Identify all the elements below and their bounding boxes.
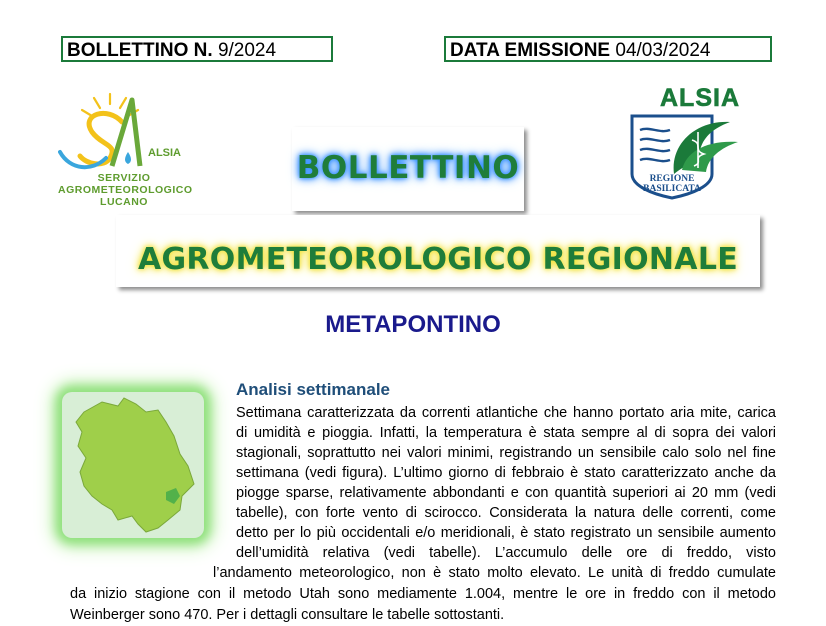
analysis-line: Weinberger sono 470. Per i dettagli consultare le tabelle sottostanti. (70, 607, 505, 623)
basilicata-map-icon (62, 392, 204, 538)
alsia-caption-line: BASILICATA (643, 184, 701, 194)
analysis-line: stagionali, soprattutto nei valori minimi, registrando un sensibile calo solo nel fine (236, 445, 776, 461)
title-line2: AGROMETEOROLOGICO REGIONALE (137, 242, 739, 277)
servizio-wordmark: ALSIA (148, 147, 181, 159)
logo-caption-line: LUCANO (100, 196, 148, 208)
date-label: DATA EMISSIONE (450, 40, 611, 61)
date-value: 04/03/2024 (615, 40, 711, 61)
alsia-caption-line: REGIONE (649, 174, 695, 184)
analysis-line: l’andamento meteorologico, non è stato molto elevato. Le unità di freddo cumulate (213, 565, 776, 581)
analysis-line: piogge sparse, relativamente abbondanti e con quantità superiori ai 20 mm (vedi (236, 485, 776, 501)
region-map (62, 392, 204, 538)
logo-caption-line: SERVIZIO (97, 172, 151, 184)
sun-drop-logo-icon (58, 92, 188, 172)
analysis-line: detto per lo più occidentali e/o meridionali, è stato registrato un sensibile aumento (236, 525, 776, 541)
alsia-logo (626, 82, 746, 200)
analysis-line: da inizio stagione con il metodo Utah sono mediamente 1.004, mentre le ore in freddo con il metodo (70, 586, 776, 602)
analysis-line: tabelle), con forte vento di scirocco. Considerata la natura delle correnti, come (236, 505, 776, 521)
title-line1: BOLLETTINO (296, 150, 520, 186)
logo-caption-line: AGROMETEOROLOGICO (58, 184, 193, 196)
alsia-wordmark: ALSIA (660, 84, 740, 112)
area-title: METAPONTINO (325, 311, 501, 338)
bulletin-number-box (61, 36, 333, 62)
servizio-agrometeorologico-logo (58, 92, 193, 208)
analysis-line: di umidità e pioggia. Infatti, la temperatura è stata sempre al di sopra dei valori (236, 425, 776, 441)
bulletin-number: 9/2024 (217, 40, 277, 61)
analysis-line: Settimana caratterizzata da correnti atlantiche che hanno portato aria mite, carica (236, 405, 776, 421)
section-heading: Analisi settimanale (236, 380, 391, 399)
analysis-line: settimana (vedi figura). L’ultimo giorno di febbraio è stato caratterizzato anche da (236, 465, 776, 481)
issue-date-box (444, 36, 772, 62)
bulletin-label: BOLLETTINO N. (67, 40, 213, 61)
analysis-line: dell’umidità relativa (vedi tabelle). L’accumulo delle ore di freddo, visto (236, 545, 776, 561)
